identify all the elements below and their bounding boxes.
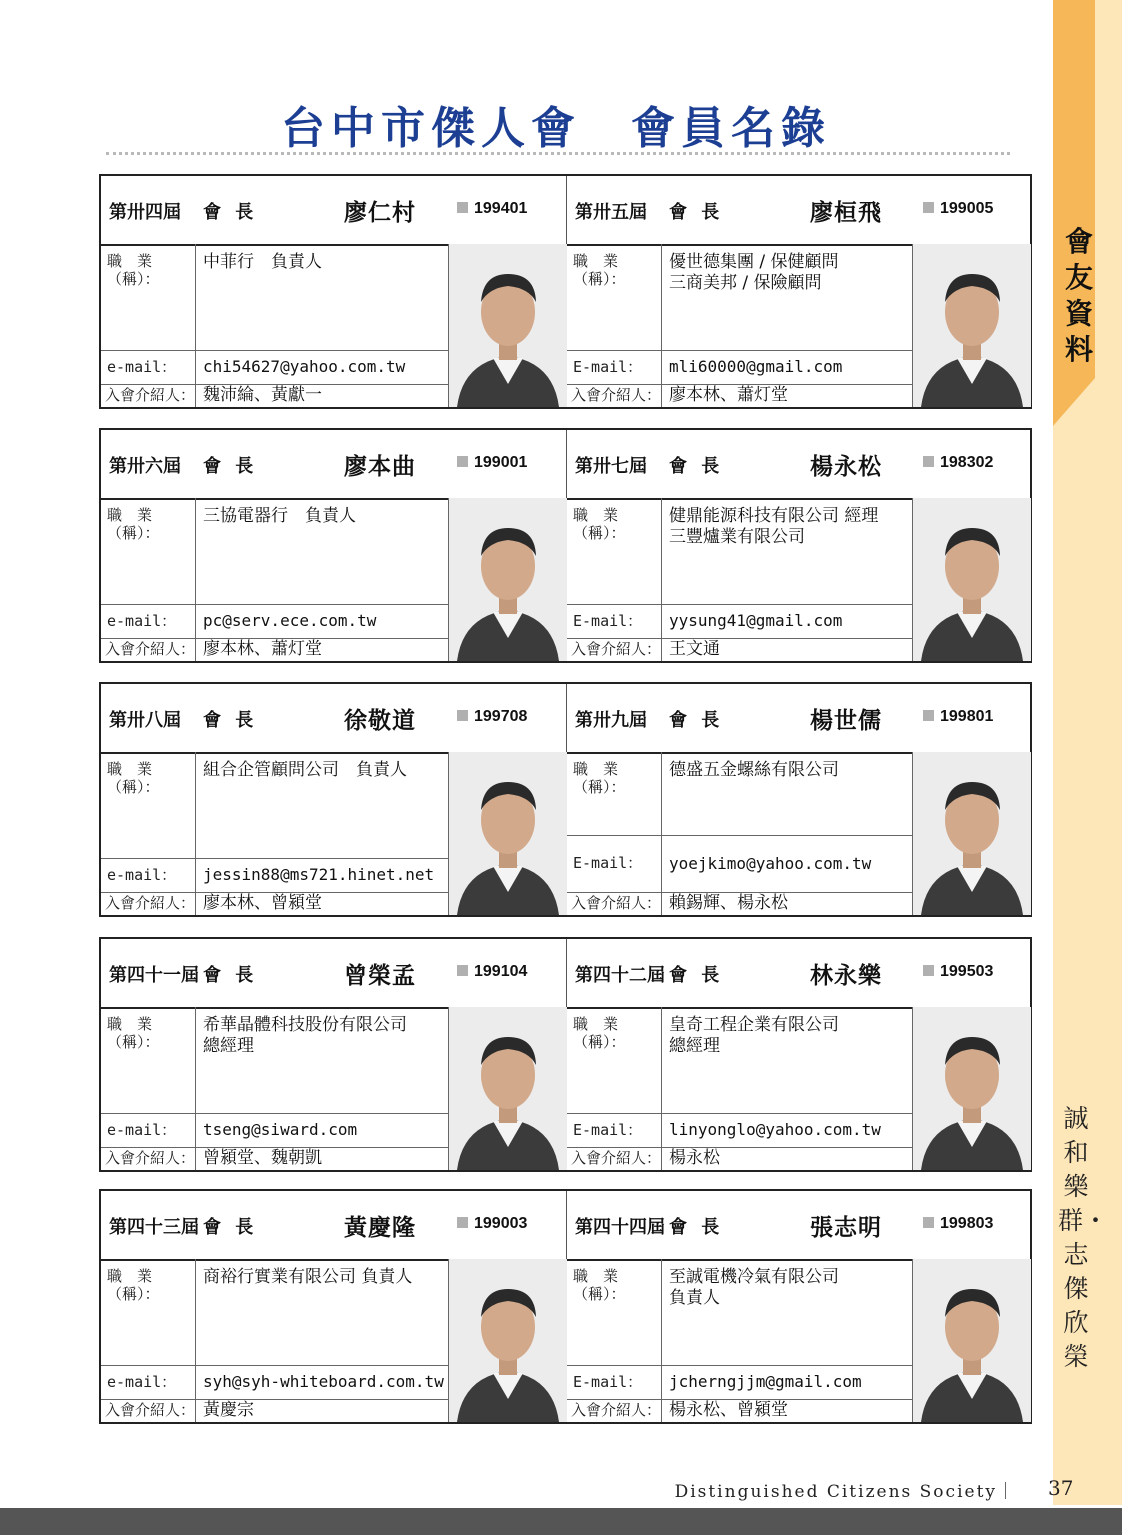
- member-name: 林永樂: [810, 963, 882, 989]
- footer-society-name: Distinguished Citizens Society｜: [674, 1482, 1016, 1502]
- term-label: 第卅六屆: [109, 456, 181, 477]
- member-row: [99, 937, 1032, 1172]
- member-card: [101, 684, 567, 915]
- occupation-label: 職 業 （稱）：: [101, 244, 196, 350]
- portrait-photo: [913, 1259, 1031, 1422]
- referrer-label: 入會介紹人：: [101, 638, 196, 661]
- referrer-label: 入會介紹人：: [567, 1399, 662, 1422]
- referrer-label: 入會介紹人：: [101, 892, 196, 915]
- member-card: [567, 176, 1030, 407]
- page-number: 37: [1048, 1476, 1074, 1500]
- term-label: 第卅八屆: [109, 710, 181, 731]
- referrer-value: 黃慶宗: [203, 1400, 254, 1420]
- portrait-photo: [449, 752, 567, 915]
- email-label: e-mail：: [101, 1113, 196, 1147]
- title-divider: [106, 152, 1010, 155]
- term-label: 第四十三屆: [109, 1217, 199, 1238]
- portrait-photo: [449, 244, 567, 407]
- occupation-label: 職 業 （稱）：: [101, 1259, 196, 1365]
- term-label: 第卅四屆: [109, 202, 181, 223]
- member-id: 198302: [923, 454, 993, 472]
- referrer-value: 廖本林、曾潁堂: [203, 893, 322, 913]
- occupation-value: 組合企管顧問公司 負責人: [203, 760, 407, 780]
- email-value[interactable]: linyonglo@yahoo.com.tw: [669, 1120, 881, 1139]
- role-label: 會 長: [203, 456, 258, 477]
- member-id: 199005: [923, 200, 993, 218]
- member-photo: [912, 752, 1031, 915]
- role-label: 會 長: [203, 1217, 258, 1238]
- member-card-header: [101, 176, 566, 246]
- member-id: 199801: [923, 708, 993, 726]
- email-value[interactable]: chi54627@yahoo.com.tw: [203, 357, 406, 376]
- occupation-value: 優世德集團 / 保健顧問 三商美邦 / 保險顧問: [669, 252, 839, 293]
- member-row: [99, 174, 1032, 409]
- occupation-value: 中菲行 負責人: [203, 252, 322, 272]
- member-card: [567, 684, 1030, 915]
- term-label: 第卅七屆: [575, 456, 647, 477]
- occupation-value: 商裕行實業有限公司 負責人: [203, 1267, 413, 1287]
- member-photo: [448, 752, 567, 915]
- role-label: 會 長: [669, 1217, 724, 1238]
- portrait-photo: [449, 1007, 567, 1170]
- page-title: 台中市傑人會 會員名錄: [281, 103, 831, 154]
- referrer-label: 入會介紹人：: [567, 892, 662, 915]
- occupation-label: 職 業 （稱）：: [101, 1007, 196, 1113]
- referrer-value: 賴錫輝、楊永松: [669, 893, 788, 913]
- referrer-label: 入會介紹人：: [567, 1147, 662, 1170]
- referrer-value: 廖本林、蕭灯堂: [669, 385, 788, 405]
- email-value[interactable]: tseng@siward.com: [203, 1120, 358, 1139]
- email-label: e-mail：: [101, 350, 196, 384]
- referrer-label: 入會介紹人：: [567, 638, 662, 661]
- member-photo: [448, 1007, 567, 1170]
- member-card-header: [567, 939, 1030, 1009]
- member-name: 楊世儒: [810, 708, 882, 734]
- member-card-header: [567, 1191, 1030, 1261]
- email-value[interactable]: yysung41@gmail.com: [669, 611, 843, 630]
- member-row: [99, 1189, 1032, 1424]
- side-tab-tip: [1053, 378, 1095, 426]
- member-card: [101, 939, 567, 1170]
- referrer-value: 楊永松、曾潁堂: [669, 1400, 788, 1420]
- email-label: e-mail：: [101, 604, 196, 638]
- role-label: 會 長: [669, 965, 724, 986]
- referrer-label: 入會介紹人：: [567, 384, 662, 407]
- occupation-value: 德盛五金螺絲有限公司: [669, 760, 839, 780]
- member-photo: [448, 498, 567, 661]
- role-label: 會 長: [669, 710, 724, 731]
- member-name: 徐敬道: [344, 708, 416, 734]
- referrer-value: 楊永松: [669, 1148, 720, 1168]
- email-value[interactable]: pc@serv.ece.com.tw: [203, 611, 377, 630]
- member-photo: [448, 244, 567, 407]
- side-tab-label: 會友資料: [1064, 225, 1093, 366]
- role-label: 會 長: [203, 202, 258, 223]
- email-value[interactable]: jessin88@ms721.hinet.net: [203, 865, 435, 884]
- member-photo: [912, 1007, 1031, 1170]
- term-label: 第卅五屆: [575, 202, 647, 223]
- side-motto: 誠和樂群・志傑欣榮: [1058, 1104, 1109, 1371]
- term-label: 第卅九屆: [575, 710, 647, 731]
- occupation-label: 職 業 （稱）：: [101, 752, 196, 858]
- member-card-header: [101, 939, 566, 1009]
- member-photo: [912, 244, 1031, 407]
- member-card: [101, 176, 567, 407]
- member-card-header: [567, 684, 1030, 754]
- referrer-value: 王文通: [669, 639, 720, 659]
- member-id: 199003: [457, 1215, 527, 1233]
- member-card-header: [567, 430, 1030, 500]
- member-card: [101, 430, 567, 661]
- email-label: E-mail：: [567, 350, 662, 384]
- role-label: 會 長: [669, 456, 724, 477]
- email-value[interactable]: yoejkimo@yahoo.com.tw: [669, 854, 872, 873]
- email-value[interactable]: jcherngjjm@gmail.com: [669, 1372, 862, 1391]
- role-label: 會 長: [203, 965, 258, 986]
- member-name: 黃慶隆: [344, 1215, 416, 1241]
- member-id: 199803: [923, 1215, 993, 1233]
- occupation-label: 職 業 （稱）：: [567, 498, 662, 604]
- role-label: 會 長: [669, 202, 724, 223]
- member-row: [99, 682, 1032, 917]
- referrer-label: 入會介紹人：: [101, 384, 196, 407]
- member-id: 199503: [923, 963, 993, 981]
- term-label: 第四十四屆: [575, 1217, 665, 1238]
- member-row: [99, 428, 1032, 663]
- email-label: E-mail：: [567, 1113, 662, 1147]
- member-name: 張志明: [810, 1215, 882, 1241]
- email-label: E-mail：: [567, 1365, 662, 1399]
- member-photo: [448, 1259, 567, 1422]
- occupation-label: 職 業 （稱）：: [567, 1007, 662, 1113]
- referrer-label: 入會介紹人：: [101, 1399, 196, 1422]
- referrer-value: 魏沛綸、黃獻一: [203, 385, 322, 405]
- member-photo: [912, 1259, 1031, 1422]
- portrait-photo: [913, 498, 1031, 661]
- member-photo: [912, 498, 1031, 661]
- occupation-label: 職 業 （稱）：: [101, 498, 196, 604]
- role-label: 會 長: [203, 710, 258, 731]
- member-card-header: [101, 684, 566, 754]
- member-id: 199708: [457, 708, 527, 726]
- member-card: [567, 430, 1030, 661]
- referrer-value: 曾潁堂、魏朝凱: [203, 1148, 322, 1168]
- portrait-photo: [913, 752, 1031, 915]
- occupation-value: 三協電器行 負責人: [203, 506, 356, 526]
- member-card-header: [567, 176, 1030, 246]
- member-id: 199104: [457, 963, 527, 981]
- member-id: 199001: [457, 454, 527, 472]
- occupation-value: 至誠電機冷氣有限公司 負責人: [669, 1267, 839, 1308]
- member-name: 曾榮孟: [344, 963, 416, 989]
- portrait-photo: [913, 244, 1031, 407]
- member-card: [101, 1191, 567, 1422]
- referrer-value: 廖本林、蕭灯堂: [203, 639, 322, 659]
- email-value[interactable]: syh@syh-whiteboard.com.tw: [203, 1372, 444, 1391]
- occupation-label: 職 業 （稱）：: [567, 752, 662, 858]
- portrait-photo: [449, 498, 567, 661]
- member-card-header: [101, 1191, 566, 1261]
- term-label: 第四十二屆: [575, 965, 665, 986]
- member-card: [567, 1191, 1030, 1422]
- email-label: e-mail：: [101, 858, 196, 892]
- member-name: 廖桓飛: [810, 200, 882, 226]
- email-label: E-mail：: [567, 604, 662, 638]
- term-label: 第四十一屆: [109, 965, 199, 986]
- portrait-photo: [449, 1259, 567, 1422]
- portrait-photo: [913, 1007, 1031, 1170]
- member-name: 楊永松: [810, 454, 882, 480]
- member-id: 199401: [457, 200, 527, 218]
- member-card: [567, 939, 1030, 1170]
- member-name: 廖仁村: [344, 200, 416, 226]
- email-label: e-mail：: [101, 1365, 196, 1399]
- occupation-value: 皇奇工程企業有限公司 總經理: [669, 1015, 839, 1056]
- occupation-value: 健鼎能源科技有限公司 經理 三豐爐業有限公司: [669, 506, 879, 547]
- occupation-value: 希華晶體科技股份有限公司 總經理: [203, 1015, 407, 1056]
- member-card-header: [101, 430, 566, 500]
- bottom-bar: [0, 1508, 1122, 1535]
- occupation-label: 職 業 （稱）：: [567, 244, 662, 350]
- referrer-label: 入會介紹人：: [101, 1147, 196, 1170]
- occupation-label: 職 業 （稱）：: [567, 1259, 662, 1365]
- email-value[interactable]: mli60000@gmail.com: [669, 357, 843, 376]
- member-name: 廖本曲: [344, 454, 416, 480]
- email-label: E-mail：: [567, 835, 662, 892]
